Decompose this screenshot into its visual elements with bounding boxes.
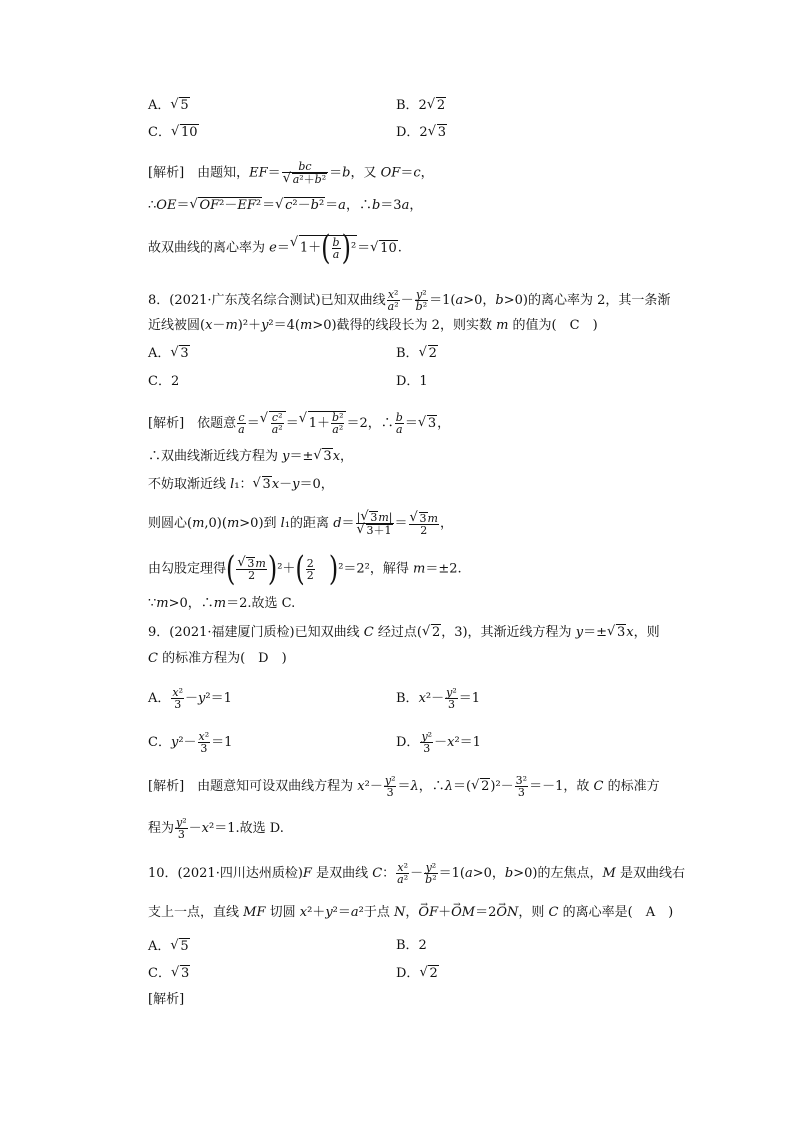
q7-solution-line-2: ∴OE＝√ OF²－EF²＝√ c²－b²＝a，∴b＝3a， <box>148 197 422 214</box>
q8-stem-line-2: 近线被圆(x－m)²＋y²＝4(m>0)截得的线段长为 2，则实数 m 的值为( C ) <box>148 318 598 333</box>
q7-option-a: A．√ 5 <box>148 97 190 114</box>
q9-solution-line-1: [解析] 由题意知可设双曲线方程为 x²－ $\frac{\text{y²}}{3}$ ＝λ，∴λ＝(√ 2)²－ $\frac{\text{3²}}{3}$ ＝－1，故 C 的标准方 <box>148 775 660 798</box>
q9-option-c: C．y²－ $\frac{\text{x²}}{3}$ ＝1 <box>148 730 233 755</box>
q10-option-a: A．√ 5 <box>148 938 190 955</box>
q8-solution-line-6: ∵m>0，∴m＝2.故选 C. <box>148 596 296 611</box>
q10-option-c: C．√ 3 <box>148 965 190 982</box>
q8-solution-line-3: 不妨取渐近线 l₁：√ 3x－y＝0， <box>148 476 334 493</box>
q8-solution-line-4: 则圆心(m,0)(m>0)到 l₁的距离 d＝ |√ 3m| √ 3＋1 ＝ √ $\frac{3m}{2}$ ， <box>148 511 453 536</box>
q9-solution-line-2: 程为 $\frac{\text{y²}}{3}$ －x²＝1.故选 D. <box>148 816 284 841</box>
q9-option-d: D． $\frac{\text{y²}}{3}$ －x²＝1 <box>396 730 481 755</box>
q7-option-c: C．√ 10 <box>148 124 199 141</box>
q10-solution-label: [解析] <box>148 992 185 1007</box>
q8-solution-line-2: ∴双曲线渐近线方程为 y＝±√ 3x， <box>148 448 353 465</box>
q9-option-b: B．x²－ $\frac{\text{y²}}{3}$ ＝1 <box>396 686 481 711</box>
q8-option-b: B．√ 2 <box>396 345 438 362</box>
q9-option-a: A． $\frac{\text{x²}}{3}$ －y²＝1 <box>148 686 232 711</box>
q8-solution-line-5: 由勾股定理得( √ $\frac{3m}{2}$ )²＋( $\frac{2}{2}$ )²＝2²，解得 m＝±2. <box>148 557 462 581</box>
q7-solution-line-3: 故双曲线的离心率为 e＝√ 1＋( $\frac{b}{a}$ )²＝√ 10. <box>148 235 402 260</box>
q8-option-a: A．√ 3 <box>148 345 190 362</box>
q9-stem-line-1: 9．(2021·福建厦门质检)已知双曲线 C 经过点(√ 2，3)，其渐近线方程为 y＝±√ 3x，则 <box>148 624 660 641</box>
q8-option-c: C．2 <box>148 374 180 389</box>
q8-stem-line-1: 8．(2021·广东茂名综合测试)已知双曲线 $\frac{\text{x²}}{\text{a²}}$ － $\frac{\text{y²}}{\text{b²}}$ ＝1(a>0，b>0)的离心率为 2，其一条渐 <box>148 288 671 313</box>
q7-option-b: B．2√ 2 <box>396 97 446 114</box>
q8-solution-line-1: [解析] 依题意 $\frac{c}{a}$ ＝ √ $\frac{\text{c²}}{\text{a²}}$ ＝√ 1＋ $\frac{\text{b²}}{\text{a²}}$ ＝2，∴ $\frac{b}{a}$ ＝√ 3， <box>148 411 450 435</box>
q10-stem-line-1: 10．(2021·四川达州质检)F 是双曲线 C： $\frac{\text{x²}}{\text{a²}}$ － $\frac{\text{y²}}{\text{b²}}$ ＝1(a>0，b>0)的左焦点，M 是双曲线右 <box>148 861 685 886</box>
q10-option-d: D．√ 2 <box>396 965 439 982</box>
q9-stem-line-2: C 的标准方程为( D ) <box>148 651 287 666</box>
q10-option-b: B．2 <box>396 938 427 953</box>
q10-stem-line-2: 支上一点，直线 MF 切圆 x²＋y²＝a²于点 N，→ OF＋→ OM＝2→ ON，则 C 的离心率是( A ) <box>148 905 673 921</box>
q7-option-d: D．2√ 3 <box>396 124 447 141</box>
q8-option-d: D．1 <box>396 374 428 389</box>
q7-solution-line-1: [解析] 由题知，EF＝ bc √ a²＋b² ＝b，又 OF＝c， <box>148 161 434 185</box>
